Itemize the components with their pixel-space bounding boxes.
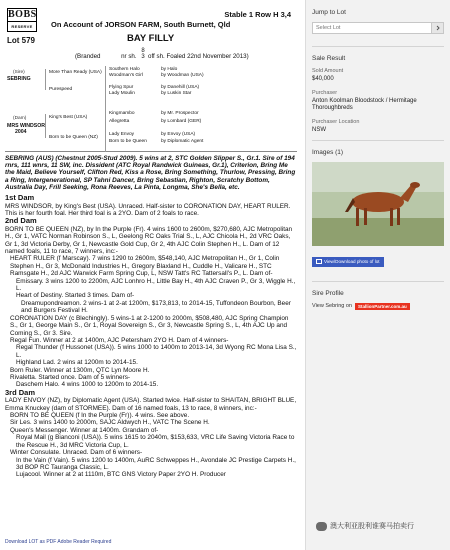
pedigree-g2: Born to be Queen (NZ): [49, 135, 98, 140]
pedigree-table: [5, 66, 297, 152]
pedigree-g3: Kingmambo: [109, 111, 135, 116]
images-title: Images (1): [312, 149, 344, 156]
sold-amount: $40,000: [312, 76, 334, 82]
pedigree-g4: by Luskin Star: [161, 91, 192, 96]
third-dam-heading: 3rd Dam: [5, 387, 36, 397]
pedigree-g3: Lady Moulin: [109, 91, 135, 96]
sire-summary: SEBRING (AUS) (Chestnut 2005-Stud 2009). 5 wins at 2, STC Golden Slipper S., Gr.1. Sire of 194 rnrs, 111 wnrs, 11 SW, inc. Dissident (ATC Royal Randwick Guineas, Gr.1), Criterion, Bring Me the Maid, Believe Yourself, Clifton Red, Kiss a Rose, Bring Something, Thurlow, Pressing, Bring a Ring, Intergenerational, SP Tahni Dancer, Bring Sebastian, Righton, Scratchy Bottom, Australia Day, Frill Seeking, Rona Reeves, La Pinta, Longma, She's Bella, etc.: [5, 155, 296, 191]
pedigree-g3: Born to be Queen: [109, 139, 147, 144]
vendor-account: On Account of JORSON FARM, South Burnett, Qld: [51, 20, 231, 29]
brand-fraction: 8 3: [141, 48, 145, 60]
sire-profile-link[interactable]: View Sebring on StallionPartner.com.au: [312, 303, 444, 310]
pedigree-g4: by Halo: [161, 67, 178, 72]
pedigree-g2: King's Best (USA): [49, 115, 88, 120]
second-dam-heading: 2nd Dam: [5, 216, 37, 226]
first-dam-text: MRS WINDSOR, by King's Best (USA). Unraced. Half-sister to CORONATION DAY, HEART RULER. This is her fourth foal. Her third foal is a 2YO. Dam of 2 foals to race.: [5, 202, 291, 217]
lot-sidebar: [305, 0, 450, 550]
download-photo-button[interactable]: View/Download photo of lot: [312, 257, 384, 267]
sire-name: SEBRING: [7, 76, 31, 82]
dam-label: (Dam): [13, 116, 27, 121]
pedigree-g2: More Than Ready (USA): [49, 70, 102, 75]
pedigree-g4: by Woodman (USA): [161, 73, 204, 78]
purchaser-label: Purchaser: [312, 89, 338, 96]
sire-label: (Sire): [13, 70, 25, 75]
jump-to-lot: [312, 22, 444, 34]
purchaser-location-label: Purchaser Location: [312, 118, 360, 125]
wechat-icon: [316, 522, 327, 531]
third-dam-block: LADY ENVOY (NZ), by Diplomatic Agent (USA). Started twice. Half-sister to SHAITAN, BRIGHT BLUE, Emma Knuckey (dam of STORMEE). Dam of 16 named foals, 13 to race, 8 winners, inc:- BORN TO BE QUEEN (f In the Purple (Fr)). 4 wins. See above. Sir Les. 3 wins 1400 to 2000m, SAJC Aldwych H., VATC The Scene H. Queen's Messenger. Winner at 1400m. Grandam of- Royal Mail (g Bianconi (USA)). 5 wins 1615 to 2040m, $153,633, VRC Life Saving Victoria Race to the Rescue H., 3d MRC Victoria Cup, L. Winter Consulate. Unraced. Dam of 6 winners- In the Vain (f Vain). 5 wins 1200 to 1400m, AuRC Schweppes H., Avondale JC Prestige Carpets H., 3d BOP RC Tauranga Classic, L. Lujacool. Winner at 2 at 1110m, BTC GNS Victory Paper 2YO H. Producer: [5, 397, 297, 479]
jump-go-button[interactable]: [432, 22, 444, 34]
purchaser-location: NSW: [312, 126, 326, 133]
pedigree-g3: Lady Envoy: [109, 132, 135, 137]
dam-name: MRS WINDSOR 2004: [7, 123, 46, 135]
jump-to-lot-title: Jump to Lot: [312, 9, 346, 16]
sale-result-title: Sale Result: [312, 55, 346, 62]
pedigree-g3: Allegretta: [109, 119, 130, 124]
chevron-right-icon: [435, 25, 441, 31]
pedigree-g4: by Diplomatic Agent: [161, 139, 204, 144]
horse-sex: BAY FILLY: [127, 33, 175, 44]
pedigree-g4: by Envoy (USA): [161, 132, 196, 137]
stable-location: Stable 1 Row H 3,4: [224, 10, 291, 19]
brand-line: (Branded nr sh. 8 3 off sh. Foaled 22nd November 2013): [75, 48, 249, 60]
pedigree-g4: by Mr. Prospector: [161, 111, 199, 116]
first-dam-heading: 1st Dam: [5, 193, 35, 203]
pedigree-g3: Flying Spur: [109, 85, 134, 90]
pedigree-g3: Southern Halo: [109, 67, 140, 72]
lot-number: Lot 579: [7, 36, 36, 45]
image-icon: [316, 259, 322, 264]
download-pdf-link[interactable]: Download LOT as PDF Adobe Reader Required: [5, 539, 112, 545]
wechat-watermark: 澳大利亚股利谁赛马拍卖行: [316, 521, 414, 531]
purchaser: Anton Koolman Bloodstock / Hermitage Thoroughbreds: [312, 97, 417, 111]
pedigree-g4: by Lombard (GER): [161, 119, 202, 124]
sold-amount-label: Sold Amount: [312, 68, 344, 74]
bobs-logo: BOBS RESERVE: [7, 8, 37, 32]
sire-profile-title: Sire Profile: [312, 289, 344, 297]
second-dam-block: BORN TO BE QUEEN (NZ), by In the Purple (Fr). 4 wins 1600 to 2600m, $270,680, AJC Metropolitan H., Gr 1, VATC Norman Robinson S., L, Geelong RC Oaks Trial S., L, AJC Chicola H., 2d VRC Oaks, Gr 1, 3d Victoria Derby, Gr 1, Newcastle Gold Cup, Gr 2, 4th AJC Colin Stephen H., L. Dam of 12 named foals, 11 to race, 7 winners, inc:- HEART RULER (f Marscay). 7 wins 1290 to 2600m, $548,140, AJC Metropolitan H., Gr 1, Colin Stephen H., Gr 3, McDonald Industries H., Gregory Blaxland H., Cuddle H., Valicare H., STC Ramsgate H., 2d AJC Warwick Farm Spring Cup, L, NSW Tatt's RC Tattersall's P., L. Dam of- Emissary. 3 wins 1200 to 2200m, AJC Lonhro H., Little Bay H., 4th AJC Craven P., Gr 3, Wiggle H., L. Heart of Destiny. Started 3 times. Dam of- Dreamupondreamon. 2 wins-1 at 2-at 1200m, $173,813, to 2014-15, Tuffondeon Bourbon, Beer and Burgers Festival H. CORONATION DAY (c Blechingly). 5 wins-1 at 2-1200 to 2000m, $508,480, AJC Spring Champion S., Gr 1, George Main S., Gr 1, Royal Sovereign S., Gr 3, Newcastle Spring S., L, 4th AJC Up and Coming S., Gr 3. Sire. Regal Fun. Winner at 2 at 1400m, AJC Petersham 2YO H. Dam of 4 winners- Regal Thunder (f Hussonet (USA)). 5 wins 1000 to 1400m to 2013-14, 3d Wyong RC Mona Lisa S., L. Highland Lad. 2 wins at 1200m to 2014-15. Born Ruler. Winner at 1300m, QTC Lyn Moore H. Rivaletta. Started once. Dam of 5 winners- Daschem Halo. 4 wins 1000 to 1200m to 2014-15.: [5, 225, 297, 389]
stallion-site-logo[interactable]: StallionPartner.com.au: [355, 303, 410, 310]
pedigree-g3: Woodman's Girl: [109, 73, 143, 78]
pedigree-g2: Purespeed: [49, 87, 73, 92]
lot-select-input[interactable]: [312, 22, 432, 34]
horse-photo[interactable]: [312, 162, 444, 246]
pedigree-g4: by Danehill (USA): [161, 85, 200, 90]
catalogue-header: [5, 5, 297, 47]
